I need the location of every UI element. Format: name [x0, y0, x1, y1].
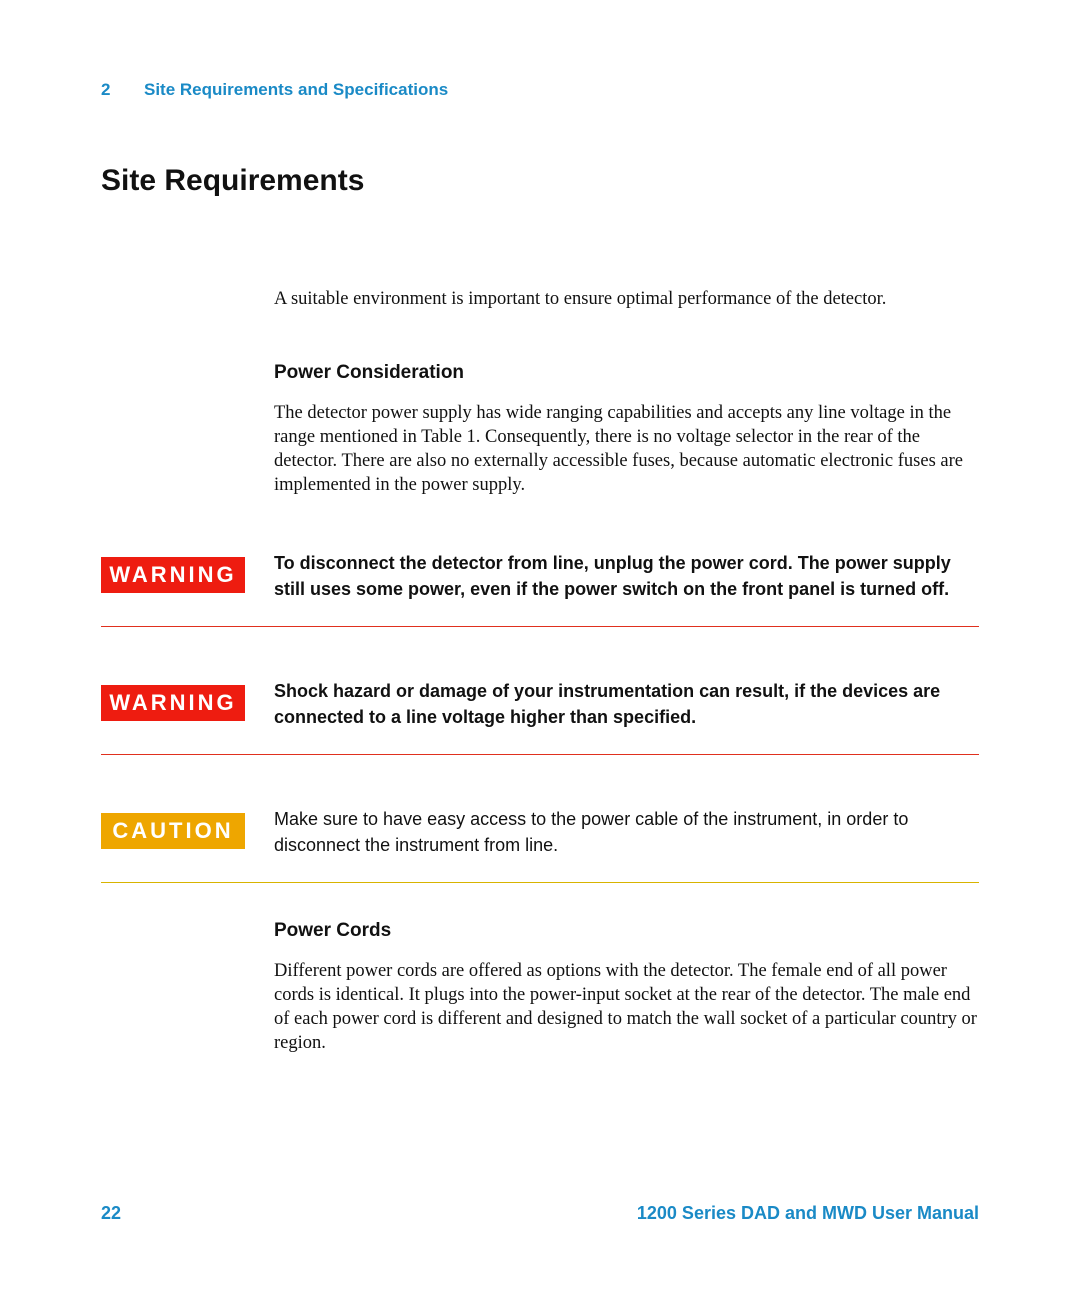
caution-text: Make sure to have easy access to the power cable of the instrument, in order to disconnect the instrument from line. — [274, 809, 909, 855]
warning-text: To disconnect the detector from line, unplug the power cord. The power supply still uses some power, even if the power switch on the front panel is turned off. — [274, 553, 951, 599]
warning-text: Shock hazard or damage of your instrumentation can result, if the devices are connected to a line voltage higher than specified. — [274, 681, 941, 727]
power-cords-paragraph: Different power cords are offered as options with the detector. The female end of all power cords is identical. It plugs into the power-input socket at the rear of the detector. The male end of each power cord is different and designed to match the wall socket of a particular country or region. — [274, 961, 977, 1053]
warning-badge: WARNING — [101, 685, 245, 721]
caution-badge: CAUTION — [101, 813, 245, 849]
page-title: Site Requirements — [101, 164, 365, 197]
intro-paragraph: A suitable environment is important to ensure optimal performance of the detector. — [274, 289, 887, 309]
notice-divider — [101, 882, 979, 883]
notice-divider — [101, 754, 979, 755]
footer-page-number: 22 — [101, 1203, 122, 1223]
chapter-title: Site Requirements and Specifications — [144, 80, 449, 99]
warning-badge: WARNING — [101, 557, 245, 593]
running-header — [101, 80, 448, 100]
power-consideration-heading: Power Consideration — [274, 362, 465, 383]
notice-divider — [101, 626, 979, 627]
power-cords-heading: Power Cords — [274, 920, 392, 941]
chapter-number: 2 — [101, 80, 111, 99]
power-consideration-paragraph: The detector power supply has wide ranging capabilities and accepts any line voltage in the range mentioned in Table 1. Consequently, there is no voltage selector in the rear of the detector. There are also no externally accessible fuses, because automatic electronic fuses are implemented in the power supply. — [274, 403, 963, 495]
footer-manual-title: 1200 Series DAD and MWD User Manual — [636, 1203, 979, 1223]
